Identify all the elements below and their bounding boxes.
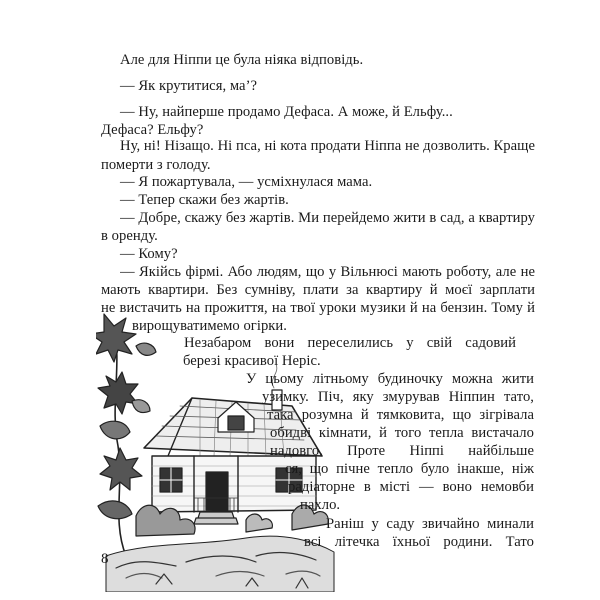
text-line: пахло.	[300, 497, 341, 513]
text-line: березі красивої Неріс.	[183, 353, 321, 369]
text-line: Дефаса? Ельфу?	[101, 122, 204, 138]
text-line: така розумна й тямковита, що зігрівала	[267, 407, 534, 423]
text-line: — Як крутитися, ма’?	[120, 78, 258, 94]
text-line: померти з голоду.	[101, 157, 211, 173]
text-line: У цьому літньому будиночку можна жити	[246, 371, 534, 387]
page-number: 8	[101, 551, 109, 567]
text-line: всі літечка їхньої родини. Тато	[304, 534, 534, 550]
text-line: узимку. Піч, яку змурував Ніппин тато,	[262, 389, 534, 405]
text-line: Раніш у саду звичайно минали	[326, 516, 534, 532]
text-line: Незабаром вони переселились у свій садовий	[184, 335, 516, 351]
text-line: — Я пожартувала, — усміхнулася мама.	[120, 174, 373, 190]
text-line: — Тепер скажи без жартів.	[120, 192, 289, 208]
text-line: вирощуватимемо огірки.	[132, 318, 287, 334]
text-line: мають квартири. Без сумніву, плати за квартиру й моєї зарплати	[101, 282, 535, 298]
text-line: радіаторне в місті — воно немовби	[288, 479, 534, 495]
text-line: ся, що пічне тепло було інакше, ніж	[285, 461, 534, 477]
text-line: — Кому?	[120, 246, 178, 262]
text-line: не вистачить на прожиття, на твої уроки музики й на бензин. Тому й	[101, 300, 535, 316]
text-line: — Якійсь фірмі. Або людям, що у Вільнюсі мають роботу, але не	[120, 264, 535, 280]
text-line: надовго. Проте Ніппі найбільше	[270, 443, 534, 459]
text-line: в оренду.	[101, 228, 158, 244]
text-line: — Добре, скажу без жартів. Ми перейдемо жити в сад, а квартиру	[120, 210, 535, 226]
text-line: — Ну, найперше продамо Дефаса. А може, й Ельфу...	[120, 104, 453, 120]
text-line: Але для Ніппи це була ніяка відповідь.	[120, 52, 364, 68]
text-line: Ну, ні! Нізащо. Ні пса, ні кота продати Ніппа не дозволить. Краще	[120, 138, 535, 154]
text-line: обидві кімнати, й того тепла вистачало	[270, 425, 534, 441]
